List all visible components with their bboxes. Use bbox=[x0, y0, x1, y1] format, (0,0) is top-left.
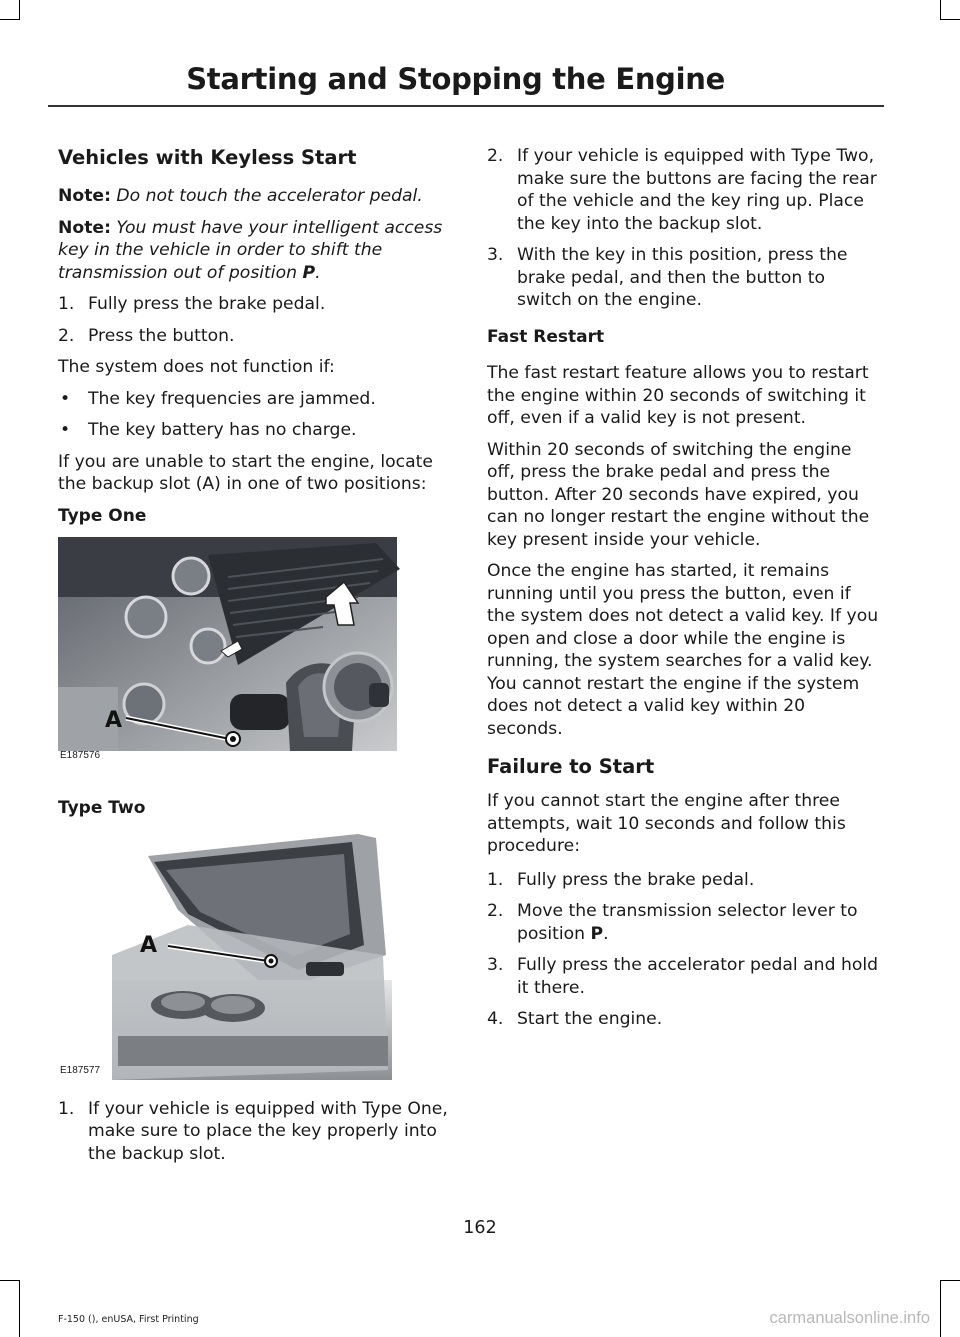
list-number: 1. bbox=[58, 294, 75, 314]
header-divider bbox=[48, 105, 884, 107]
list-text: If your vehicle is equipped with Type One, make sure to place the key properly into the backup slot. bbox=[88, 1098, 448, 1164]
list-number: 2. bbox=[487, 901, 504, 921]
list-number: 1. bbox=[58, 1098, 75, 1119]
crop-mark-top-left-h bbox=[0, 19, 20, 20]
list-number: 2. bbox=[487, 146, 504, 166]
list-text: With the key in this position, press the brake pedal, and then the button to switch on the engine. bbox=[517, 245, 848, 310]
list-item bbox=[487, 954, 882, 999]
page-header-title: Starting and Stopping the Engine bbox=[186, 62, 725, 96]
figure-type-two bbox=[58, 830, 450, 1082]
bullet-mark: • bbox=[60, 420, 71, 440]
note-intelligent-key bbox=[58, 217, 450, 285]
list-text: Start the engine. bbox=[517, 1009, 663, 1029]
position-letter: P bbox=[590, 923, 604, 944]
list-text: Fully press the accelerator pedal and hold it there. bbox=[517, 955, 879, 998]
list-text: Fully press the brake pedal. bbox=[88, 294, 326, 314]
section-heading-keyless-start: Vehicles with Keyless Start bbox=[58, 146, 357, 169]
knob-2 bbox=[126, 597, 166, 637]
fast-restart-paragraph: Once the engine has started, it remains running until you press the button, even if the system does not detect a valid key. If you open and close a door while the engine is running, the system searches for a valid key. You cannot restart the engine if the system does not detect a valid key within 20 seconds. bbox=[487, 561, 879, 739]
list-number: 3. bbox=[487, 955, 504, 975]
list-item bbox=[487, 869, 882, 892]
bullet-item bbox=[58, 388, 450, 411]
list-number: 2. bbox=[58, 325, 75, 346]
list-text-end: . bbox=[603, 923, 609, 944]
figure-type-one bbox=[58, 537, 450, 779]
note-text: You must have your intelligent access key in the vehicle in order to shift the transmission out of position bbox=[58, 217, 443, 283]
type-two-illustration bbox=[58, 830, 450, 1082]
note-text: Do not touch the accelerator pedal. bbox=[116, 186, 423, 206]
note-end: . bbox=[315, 262, 321, 283]
note-label: Note: bbox=[58, 186, 111, 206]
note-label: Note: bbox=[58, 217, 111, 238]
crop-mark-bottom-right-h bbox=[940, 1280, 960, 1281]
callout-a-type-two: A bbox=[140, 932, 158, 958]
list-item bbox=[487, 1008, 882, 1031]
condition-intro: The system does not function if: bbox=[58, 357, 335, 377]
fast-restart-paragraph: The fast restart feature allows you to restart the engine within 20 seconds of switching it off, even if a valid key is not present. bbox=[487, 363, 869, 428]
page-number: 162 bbox=[463, 1218, 497, 1238]
failure-to-start-heading: Failure to Start bbox=[487, 755, 655, 778]
backup-slot-paragraph: If you are unable to start the engine, locate the backup slot (A) in one of two positions: bbox=[58, 451, 433, 494]
list-number: 3. bbox=[487, 245, 504, 265]
list-text: Press the button. bbox=[88, 325, 235, 346]
watermark: carmanualsonline.info bbox=[769, 1309, 930, 1327]
knob-3 bbox=[191, 629, 225, 663]
knob-1 bbox=[173, 558, 209, 594]
crop-mark-top-left-v bbox=[19, 0, 20, 20]
figure-code-type-two: E187577 bbox=[60, 1064, 101, 1076]
list-item bbox=[487, 244, 882, 312]
note-position: P bbox=[302, 262, 316, 283]
list-item bbox=[487, 900, 882, 945]
crop-mark-bottom-right-v bbox=[940, 1280, 941, 1337]
list-number: 4. bbox=[487, 1009, 504, 1029]
list-item bbox=[58, 293, 450, 316]
crop-mark-bottom-left-h bbox=[0, 1280, 20, 1281]
bullet-text: The key battery has no charge. bbox=[88, 420, 357, 440]
list-text: Move the transmission selector lever to position bbox=[517, 901, 858, 944]
fast-restart-paragraph: Within 20 seconds of switching the engine off, press the brake pedal and press the button. After 20 seconds have expired, you can no longer restart the engine without the key present inside your vehicle. bbox=[487, 439, 870, 550]
crop-mark-top-right-h bbox=[940, 19, 960, 20]
left-column bbox=[58, 145, 450, 1174]
type-two-heading: Type Two bbox=[58, 798, 146, 818]
list-item bbox=[487, 145, 882, 235]
bullet-item bbox=[58, 419, 450, 442]
note-accelerator bbox=[58, 185, 450, 208]
callout-a-type-one: A bbox=[105, 708, 123, 733]
footer-edition: F-150 (), enUSA, First Printing bbox=[58, 1314, 199, 1325]
list-item bbox=[58, 1098, 450, 1166]
list-number: 1. bbox=[487, 869, 504, 890]
crop-mark-bottom-left-v bbox=[19, 1280, 20, 1337]
right-column bbox=[487, 145, 882, 1040]
figure-code-type-one: E187576 bbox=[60, 750, 101, 761]
type-one-heading: Type One bbox=[58, 505, 147, 526]
bullet-text: The key frequencies are jammed. bbox=[88, 388, 376, 409]
type-one-illustration bbox=[58, 537, 450, 779]
list-text: Fully press the brake pedal. bbox=[517, 869, 755, 890]
fast-restart-heading: Fast Restart bbox=[487, 326, 605, 347]
list-item bbox=[58, 325, 450, 348]
crop-mark-top-right-v bbox=[940, 0, 941, 20]
failure-intro: If you cannot start the engine after three attempts, wait 10 seconds and follow this procedure: bbox=[487, 791, 846, 856]
bullet-mark: • bbox=[60, 388, 71, 409]
list-text: If your vehicle is equipped with Type Two, make sure the buttons are facing the rear of the vehicle and the key ring up. Place the key into the backup slot. bbox=[517, 146, 877, 234]
